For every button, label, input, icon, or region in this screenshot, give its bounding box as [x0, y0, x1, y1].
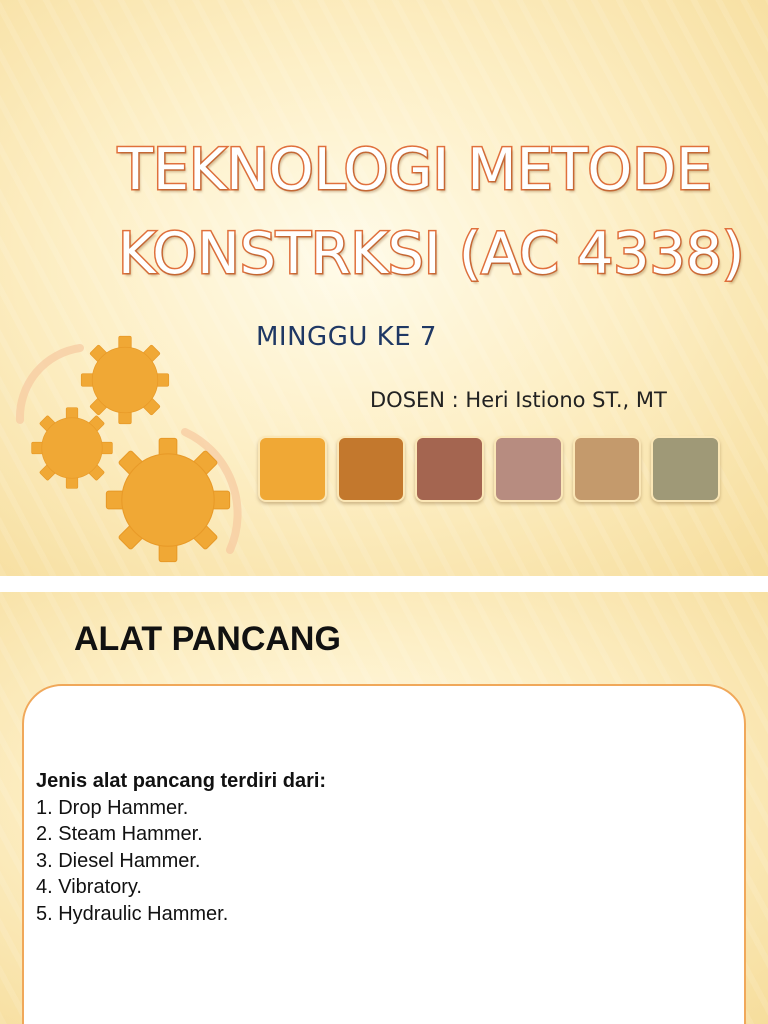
list-item: 2. Steam Hammer.	[36, 823, 203, 845]
color-swatch	[573, 436, 642, 502]
color-swatch	[494, 436, 563, 502]
gear-icon	[81, 336, 168, 423]
content-text	[36, 768, 326, 927]
content-slide	[0, 592, 768, 1024]
color-swatch	[337, 436, 406, 502]
slide-subtitle: MINGGU KE 7	[256, 322, 437, 352]
slide-title-line-1: TEKNOLOGI METODE	[118, 137, 713, 203]
content-box	[22, 684, 746, 1024]
list-item: 3. Diesel Hammer.	[36, 849, 201, 872]
slide-title: ALAT PANCANG	[74, 620, 341, 658]
slide-divider	[0, 576, 768, 592]
list-item: 5. Hydraulic Hammer.	[36, 902, 229, 925]
color-swatch	[415, 436, 484, 502]
hammer-list	[36, 795, 326, 928]
list-item: 4. Vibratory.	[36, 876, 142, 898]
slide-title	[118, 128, 758, 296]
color-swatch	[651, 436, 720, 502]
slide-title-line-2: KONSTRKSI (AC 4338)	[118, 221, 745, 287]
list-item: 1. Drop Hammer.	[36, 796, 189, 819]
gear-icon	[106, 438, 229, 561]
color-swatch-row	[258, 436, 720, 502]
lecturer-name: DOSEN : Heri Istiono ST., MT	[370, 388, 667, 412]
color-swatch	[258, 436, 327, 502]
gear-icon	[32, 408, 113, 489]
content-heading: Jenis alat pancang terdiri dari:	[36, 770, 327, 792]
gears-illustration	[0, 320, 260, 576]
